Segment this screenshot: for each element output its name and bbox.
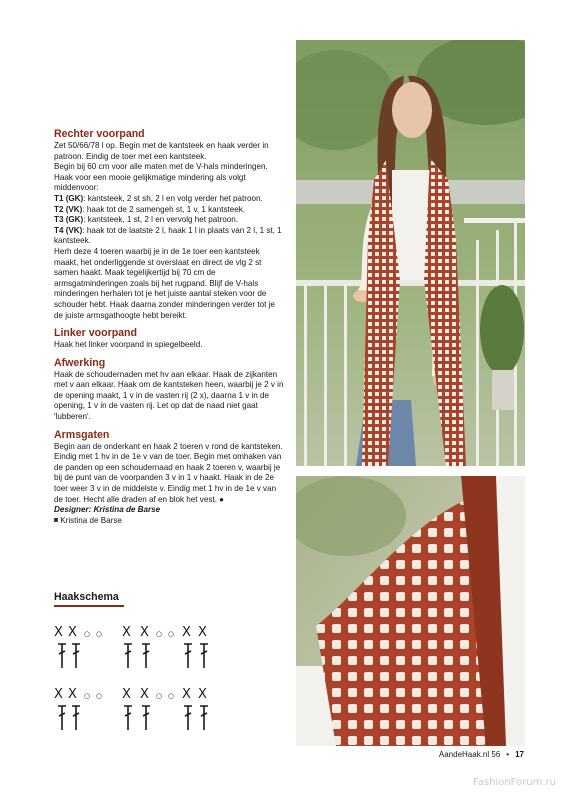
row-t1-label: T1 (GK) (54, 193, 84, 203)
section-heading-afwerking: Afwerking (54, 356, 106, 369)
crochet-chart (54, 620, 224, 750)
chart-row3-c2: ○ (96, 692, 103, 700)
afwerking-body: Haak de schoudernaden met hv aan elkaar. Haak de zijkanten met v aan elkaar. Haak om de kantsteken heen, waarbij je 2 v in de opening maakt, 1 v in de vasten rij (2 x), daarna 1 v in de opening, 1 v in de vasten rij. Let op dat de naad niet gaat 'lubberen'. (54, 369, 284, 422)
row-t2-text: : haak tot de 2 samengeh st, 1 v, 1 kantsteek. (82, 204, 246, 214)
armsgaten-body: Begin aan de onderkant en haak 2 toeren v rond de kantsteken. Eindig met 1 hv in de 1e v van de toer. Begin met omhaken van de panden op een schoudernaad en haak 2 toeren v, waarbij je bij de punt van de voorpanden 3 v in 1 v haakt. Haak in de 2e toer weer 3 v in de middelste v. Eindig met 1 hv in de 1e v van de toer. Hecht alle draden af en blok het vest. ● (54, 441, 283, 504)
designer-credit: Designer: Kristina de Barse (54, 505, 161, 515)
row-t3-text: : kantsteek, 1 st, 2 l en vervolg het patroon. (83, 215, 239, 225)
rechter-intro: Zet 50/66/78 l op. Begin met de kantsteek en haak verder in patroon. Eindig de toer met een kantsteek. (54, 141, 269, 161)
rechter-v-neck: Begin bij 60 cm voor alle maten met de V-hals minderingen. Haak voor een mooie gelijkmatige mindering als volgt middenvoor: (54, 162, 268, 193)
section-heading-armsgaten: Armsgaten (54, 428, 110, 441)
row-t4 (54, 226, 286, 247)
chart-row3-x6: X (198, 687, 207, 702)
chart-row1-x6: X (198, 625, 207, 640)
footer-site: AandeHaak.nl 56 (438, 750, 501, 759)
section-armsgaten (54, 429, 286, 527)
chart-row3-x3: X (122, 687, 131, 702)
chart-row1-x3: X (122, 625, 131, 640)
chart-row3-x1: X (54, 687, 63, 702)
photo-credit (54, 516, 286, 527)
chart-row1-c4: ○ (168, 630, 175, 638)
pattern-text-column (54, 128, 286, 526)
photo-vest-closeup-illustration (296, 476, 525, 746)
photo-credit-name: Kristina de Barse (60, 515, 122, 525)
footer-separator: • (506, 750, 510, 759)
section-heading-rechter-voorpand: Rechter voorpand (54, 128, 145, 140)
rechter-body: Herh deze 4 toeren waarbij je in de 1e toer een kantsteek maakt, het onderliggende st overslaat en direct de vlg 2 st samen haakt. Maak tegelijkertijd bij 70 cm de armsgatminderingen zoals bij het rugpand. Blijf de V-hals minderingen herhalen tot je het juiste aantal steken voor de schouder hebt. Haak daarna zonder minderingen verder tot je de juiste armsgathoogte hebt bereikt. (54, 246, 275, 320)
chart-row1-x2: X (68, 625, 77, 640)
chart-row3-x5: X (182, 687, 191, 702)
section-linker (54, 327, 286, 351)
linker-body: Haak het linker voorpand in spiegelbeeld. (54, 340, 203, 350)
row-t4-label: T4 (VK) (54, 225, 83, 235)
row-t2 (54, 205, 286, 216)
haakschema-underline (54, 605, 124, 607)
section-heading-linker-voorpand: Linker voorpand (54, 327, 137, 340)
photo-vest-closeup (296, 476, 525, 746)
row-t3 (54, 215, 286, 226)
chart-row3-c4: ○ (168, 692, 175, 700)
camera-icon: ◙ (54, 516, 59, 524)
chart-row1-x5: X (182, 625, 191, 640)
photo-model-vest-illustration (296, 40, 525, 466)
chart-row3-c3: ○ (156, 692, 163, 700)
haakschema-title: Haakschema (54, 591, 119, 603)
section-afwerking (54, 357, 286, 423)
page-footer (439, 750, 524, 759)
chart-row3-x4: X (140, 687, 149, 702)
row-t1 (54, 194, 286, 205)
chart-row1-x1: X (54, 625, 63, 640)
chart-row1-x4: X (140, 625, 149, 640)
row-t3-label: T3 (GK) (54, 215, 84, 225)
watermark: FashionForum.ru (472, 777, 556, 788)
photo-model-vest (296, 40, 525, 466)
chart-row3-x2: X (68, 687, 77, 702)
row-t1-text: : kantsteek, 2 st sh, 2 l en volg verder het patroon. (83, 193, 263, 203)
chart-row1-c1: ○ (84, 630, 91, 638)
chart-row3-c1: ○ (84, 692, 91, 700)
row-t2-label: T2 (VK) (54, 204, 83, 214)
chart-row1-c3: ○ (156, 630, 163, 638)
page-number: 17 (515, 750, 524, 759)
row-t4-text: : haak tot de laatste 2 l, haak 1 l in plaats van 2 l, 1 st, 1 kantsteek. (54, 225, 282, 246)
chart-row1-c2: ○ (96, 630, 103, 638)
